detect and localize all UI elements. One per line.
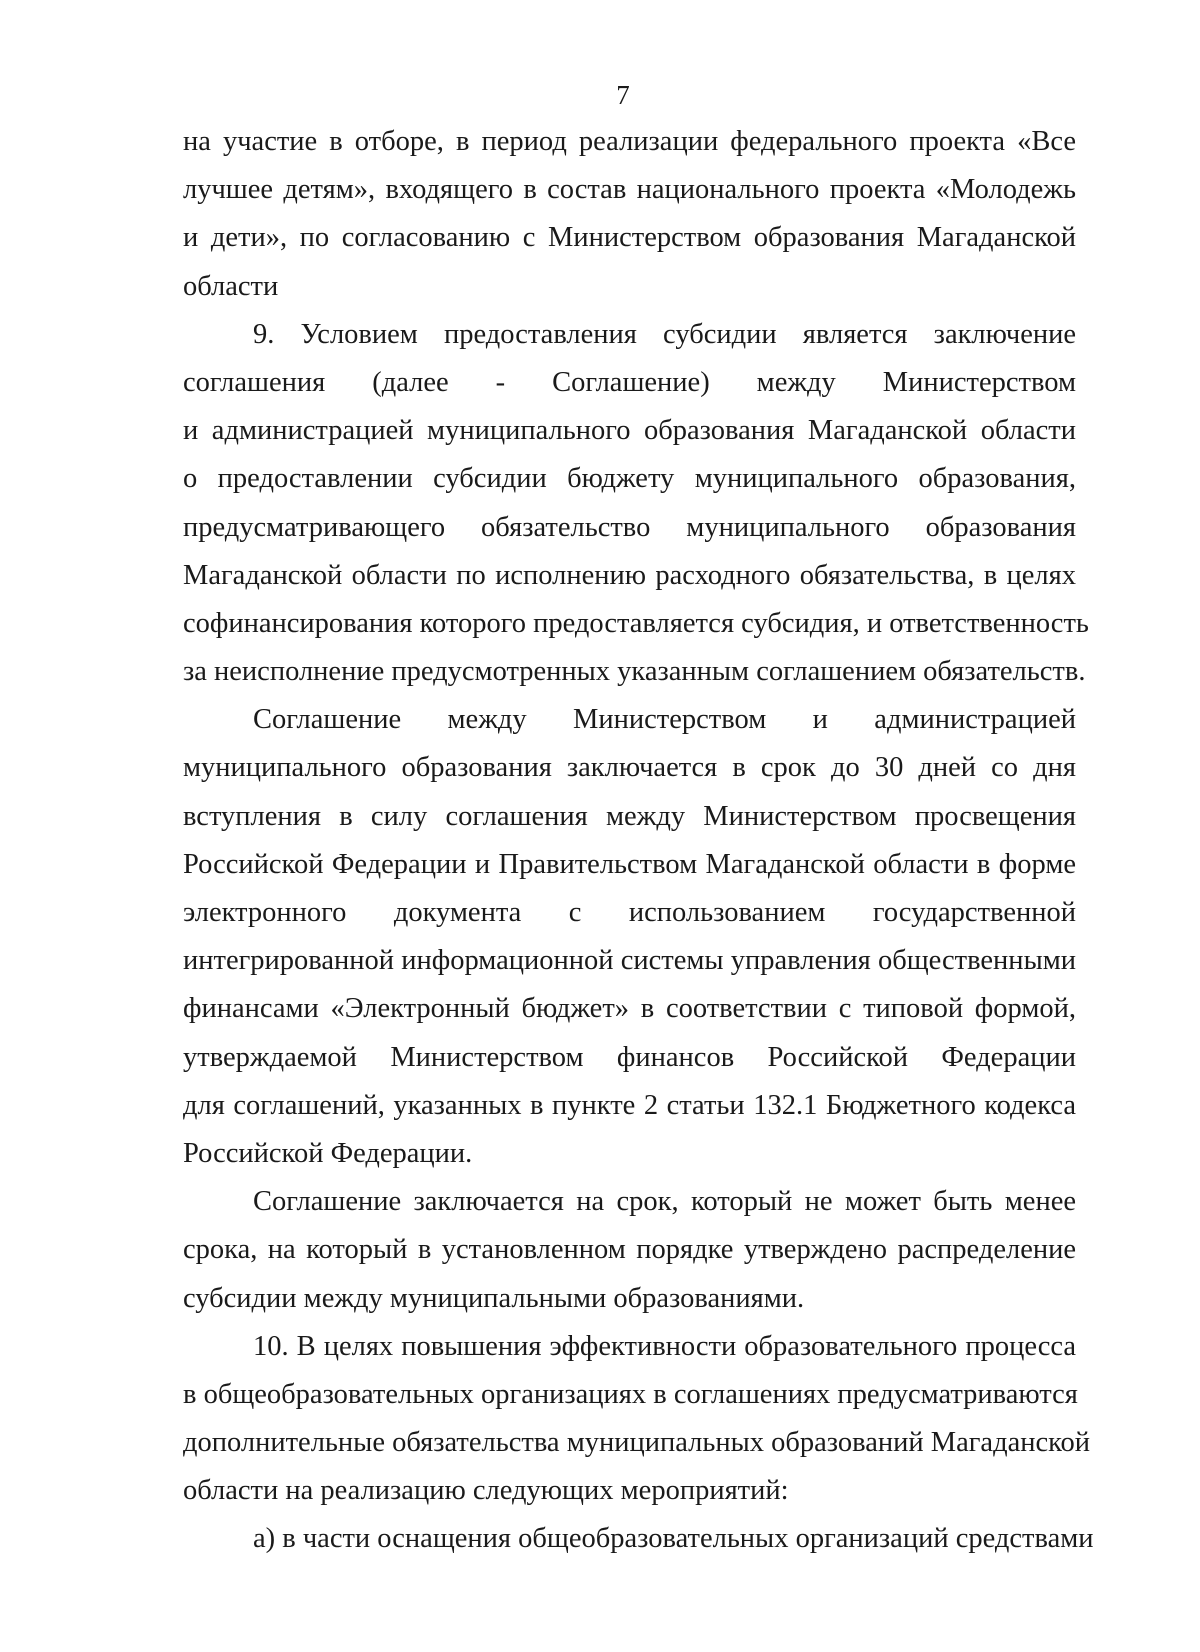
text-line: лучшее детям», входящего в состав национального проекта «Молодежь [183, 174, 1076, 206]
text-line: соглашения (далее - Соглашение) между Министерством [183, 366, 1076, 398]
text-line: финансами «Электронный бюджет» в соответствии с типовой формой, [183, 993, 1076, 1025]
text-line: области [183, 270, 279, 302]
text-line: Соглашение заключается на срок, который не может быть менее [253, 1186, 1076, 1218]
text-line: субсидии между муниципальными образованиями. [183, 1282, 805, 1314]
text-line: дополнительные обязательства муниципальных образований Магаданской [183, 1427, 1091, 1459]
text-line: Российской Федерации и Правительством Магаданской области в форме [183, 848, 1076, 880]
text-line: и дети», по согласованию с Министерством образования Магаданской [183, 222, 1076, 254]
text-line: о предоставлении субсидии бюджету муниципального образования, [183, 463, 1076, 495]
text-line: предусматривающего обязательство муниципального образования [183, 511, 1076, 543]
text-line: а) в части оснащения общеобразовательных организаций средствами [253, 1523, 1094, 1555]
text-line: Соглашение между Министерством и администрацией [253, 704, 1076, 736]
page-number: 7 [616, 80, 630, 110]
text-line: софинансирования которого предоставляется субсидия, и ответственность [183, 607, 1089, 639]
document-body [183, 118, 1094, 1564]
text-line: Российской Федерации. [183, 1137, 473, 1169]
text-line: Магаданской области по исполнению расходного обязательства, в целях [183, 559, 1076, 591]
text-line: срока, на который в установленном порядке утверждено распределение [183, 1234, 1076, 1266]
text-line: для соглашений, указанных в пункте 2 статьи 132.1 Бюджетного кодекса [183, 1089, 1076, 1121]
text-line: 9. Условием предоставления субсидии является заключение [253, 318, 1076, 350]
text-line: за неисполнение предусмотренных указанным соглашением обязательств. [183, 656, 1086, 688]
text-line: и администрацией муниципального образования Магаданской области [183, 415, 1076, 447]
text-line: интегрированной информационной системы управления общественными [183, 945, 1076, 977]
text-line: области на реализацию следующих мероприятий: [183, 1475, 789, 1507]
text-line: муниципального образования заключается в срок до 30 дней со дня [183, 752, 1076, 784]
text-line: на участие в отборе, в период реализации федерального проекта «Все [183, 126, 1076, 157]
text-line: 10. В целях повышения эффективности образовательного процесса [253, 1330, 1076, 1362]
text-line: в общеобразовательных организациях в соглашениях предусматриваются [183, 1378, 1078, 1410]
text-line: вступления в силу соглашения между Министерством просвещения [183, 800, 1076, 832]
text-line: утверждаемой Министерством финансов Российской Федерации [183, 1041, 1076, 1073]
text-line: электронного документа с использованием государственной [183, 897, 1076, 928]
